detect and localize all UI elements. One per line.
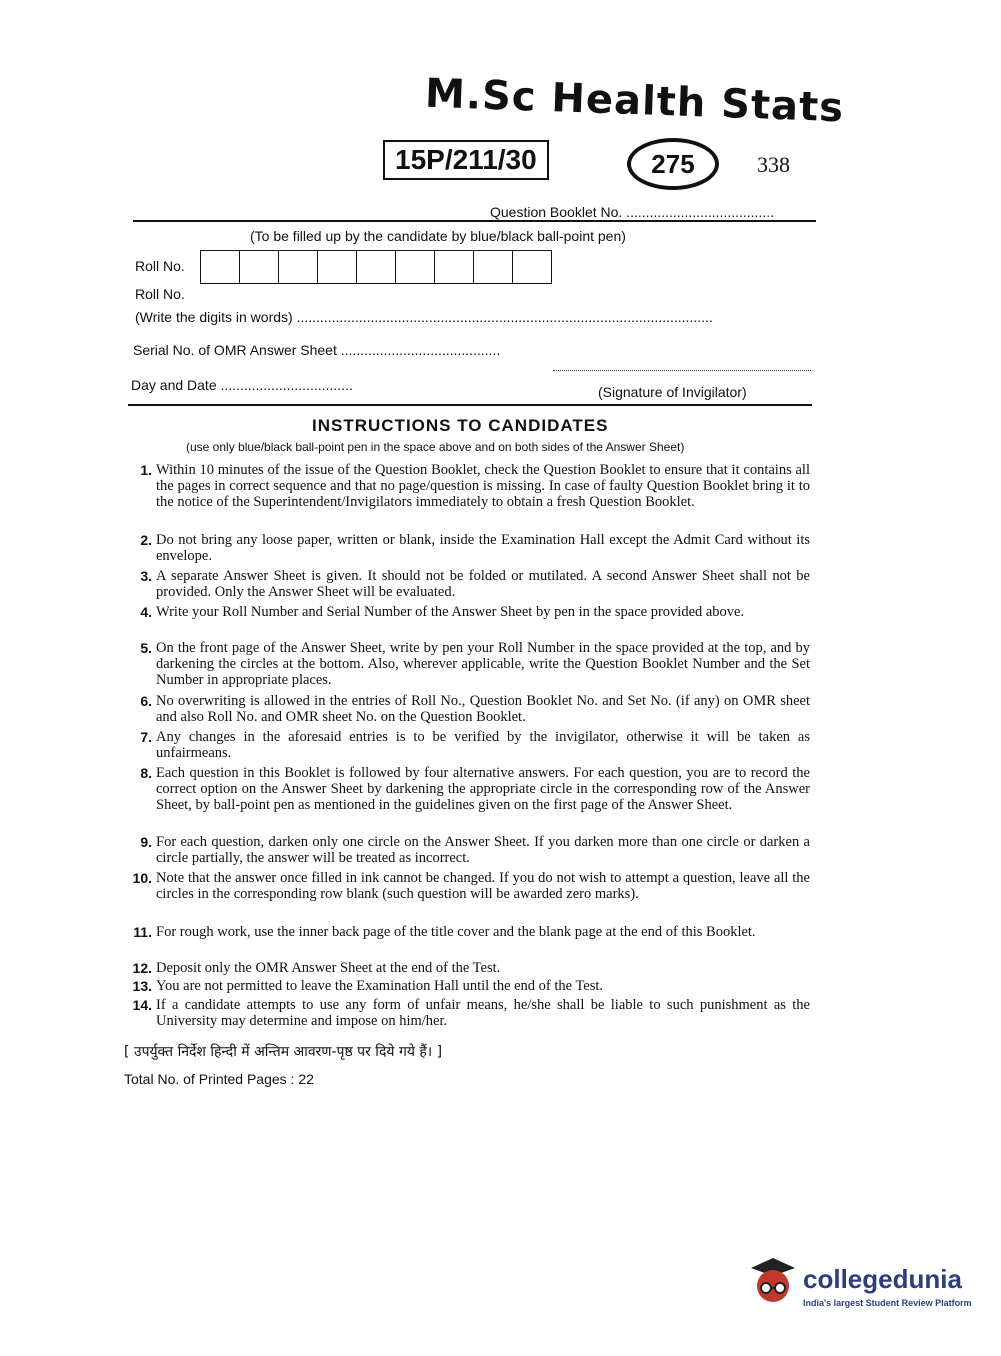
instruction-item: 14. If a candidate attempts to use any form of unfair means, he/she shall be liable to such punishment as the University may determine and impose on him/her. bbox=[132, 997, 810, 1029]
number-338: 338 bbox=[757, 152, 790, 177]
instruction-item: 4. Write your Roll Number and Serial Number of the Answer Sheet by pen in the space provided above. bbox=[140, 604, 745, 620]
instruction-item: 12. Deposit only the OMR Answer Sheet at the end of the Test. bbox=[132, 960, 501, 976]
words-field[interactable]: (Write the digits in words) ........................................................................................................... bbox=[135, 309, 713, 325]
signature-line bbox=[553, 370, 811, 371]
instruction-item: 7. Any changes in the aforesaid entries is to be verified by the invigilator, otherwise it will be taken as unfairmeans. bbox=[140, 729, 810, 761]
instruction-item: 10. Note that the answer once filled in ink cannot be changed. If you do not wish to attempt a question, leave all the circles in the corresponding row blank (such question will be awarded zero marks). bbox=[132, 870, 810, 902]
handwritten-title: M.Sc Health Stats bbox=[424, 70, 845, 132]
instruction-item: 13. You are not permitted to leave the Examination Hall until the end of the Test. bbox=[132, 978, 604, 994]
signature-label: (Signature of Invigilator) bbox=[598, 384, 747, 400]
instruction-item: 5. On the front page of the Answer Sheet, write by pen your Roll Number in the space provided at the top, and by darkening the circles at the bottom. Also, wherever applicable, write the Question Booklet Number and the Set Number in appropriate places. bbox=[140, 640, 810, 688]
roll-no-label: Roll No. bbox=[135, 258, 185, 274]
instruction-item: 1. Within 10 minutes of the issue of the Question Booklet, check the Question Booklet to ensure that it contains all the pages in correct sequence and that no page/question is missing. In case of faulty Question Booklet bring it to the notice of the Superintendent/Invigilators immediately to obtain a fresh Question Booklet. bbox=[140, 462, 810, 510]
instructions-title: INSTRUCTIONS TO CANDIDATES bbox=[312, 416, 609, 435]
circled-number: 275 bbox=[627, 138, 719, 190]
instruction-item: 2. Do not bring any loose paper, written or blank, inside the Examination Hall except the Admit Card without its envelope. bbox=[140, 532, 810, 564]
question-booklet-label: Question Booklet No. ...................................... bbox=[490, 204, 774, 220]
instructions-subtitle: (use only blue/black ball-point pen in the space above and on both sides of the Answer Sheet) bbox=[186, 440, 685, 454]
instruction-item: 6. No overwriting is allowed in the entries of Roll No., Question Booklet No. and Set No. (if any) on OMR sheet and also Roll No. and OMR sheet No. on the Question Booklet. bbox=[140, 693, 810, 725]
form-note: (To be filled up by the candidate by blue/black ball-point pen) bbox=[250, 228, 626, 244]
instruction-item: 11. For rough work, use the inner back page of the title cover and the blank page at the end of this Booklet. bbox=[133, 924, 756, 940]
paper-code: 15P/211/30 bbox=[383, 140, 549, 180]
day-date-field[interactable]: Day and Date .................................. bbox=[131, 377, 353, 393]
graduate-mascot-icon bbox=[745, 1252, 801, 1308]
instruction-item: 9. For each question, darken only one circle on the Answer Sheet. If you darken more than one circle or darken a circle partially, the answer will be treated as incorrect. bbox=[140, 834, 810, 866]
hindi-note: [ उपर्युक्त निर्देश हिन्दी में अन्तिम आवरण-पृष्ठ पर दिये गये हैं। ] bbox=[124, 1044, 443, 1060]
roll-no-grid[interactable] bbox=[200, 250, 552, 284]
instruction-item: 3. A separate Answer Sheet is given. It should not be folded or mutilated. A second Answer Sheet shall not be provided. Only the Answer Sheet will be evaluated. bbox=[140, 568, 810, 600]
logo-name: collegedunia bbox=[803, 1264, 962, 1294]
omr-serial-field[interactable]: Serial No. of OMR Answer Sheet ......................................... bbox=[133, 342, 501, 358]
bottom-rule bbox=[128, 404, 812, 406]
logo-tagline: India's largest Student Review Platform bbox=[803, 1298, 972, 1308]
roll-no-label-2: Roll No. bbox=[135, 286, 185, 302]
instruction-item: 8. Each question in this Booklet is followed by four alternative answers. For each question, you are to record the correct option on the Answer Sheet by darkening the appropriate circle in the corresponding row of the Answer Sheet, by ball-point pen as mentioned in the guidelines given on the first page of the Answer Sheet. bbox=[140, 765, 810, 813]
top-rule bbox=[133, 220, 816, 222]
total-pages: Total No. of Printed Pages : 22 bbox=[124, 1071, 314, 1087]
